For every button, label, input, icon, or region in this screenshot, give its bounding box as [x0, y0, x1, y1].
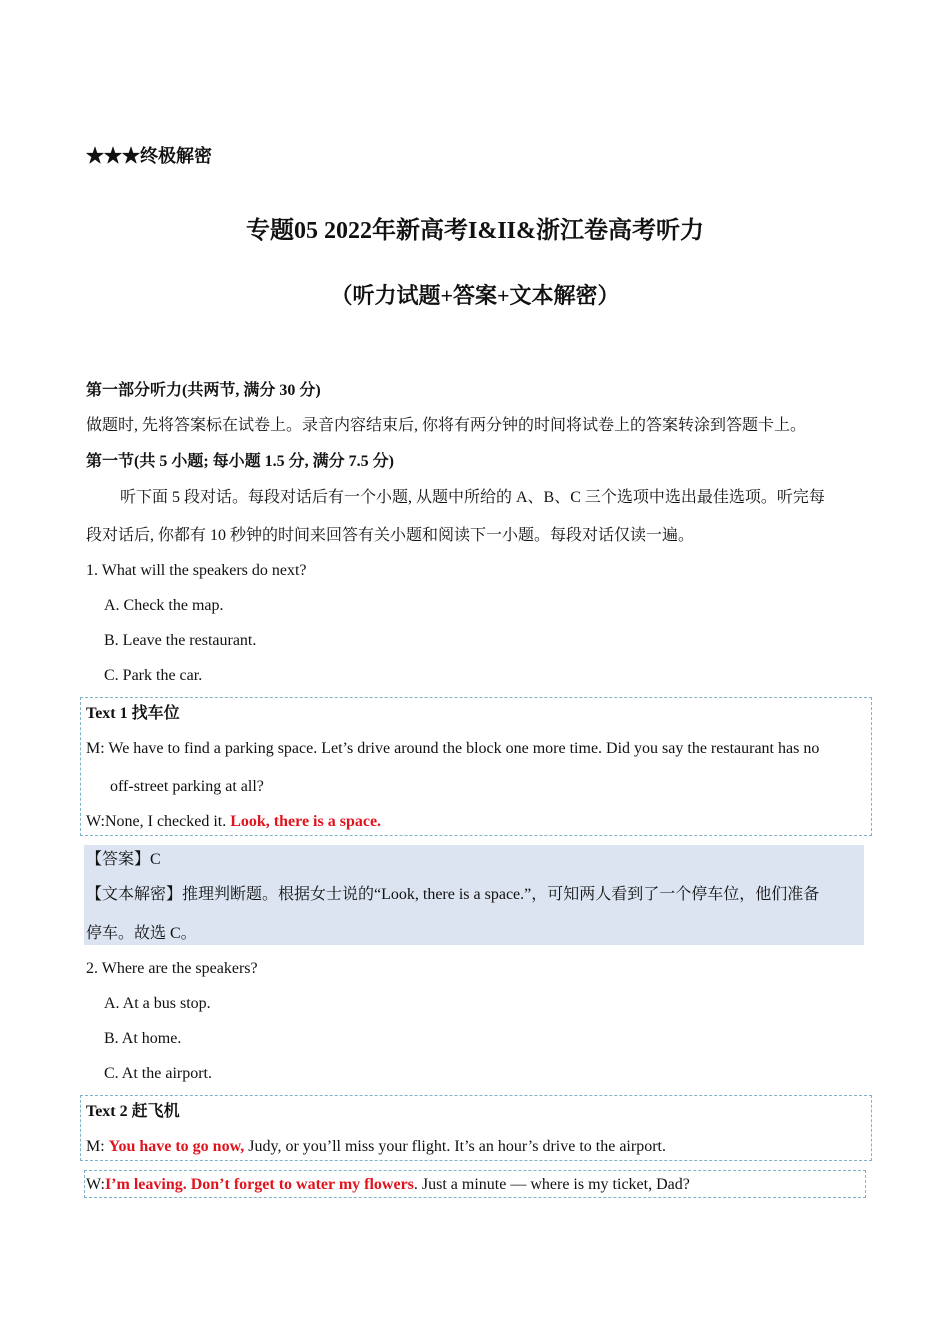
q2-option-b: B. At home.	[104, 1030, 182, 1047]
text2-w-highlight: I’m leaving. Don’t forget to water my flowers	[104, 1176, 414, 1193]
q1-option-b: B. Leave the restaurant.	[104, 632, 257, 649]
part1-instruction: 做题时, 先将答案标在试卷上。录音内容结束后, 你将有两分钟的时间将试卷上的答案转涂到答题卡上。	[86, 417, 807, 434]
section1-intro-line1: 听下面 5 段对话。每段对话后有一个小题, 从题中所给的 A、B、C 三个选项中选出最佳选项。听完每	[120, 489, 825, 506]
text1-w-prefix: W:None, I checked it.	[86, 813, 231, 830]
q1-option-a: A. Check the map.	[104, 597, 224, 614]
text2-m-rest: Judy, or you’ll miss your flight. It’s an hour’s drive to the airport.	[244, 1138, 666, 1155]
page-title: 专题05 2022年新高考I&II&浙江卷高考听力	[245, 218, 704, 244]
q1-analysis-line2: 停车。故选 C。	[86, 925, 197, 942]
text1-m-line2: off-street parking at all?	[110, 778, 264, 795]
text1-title: Text 1 找车位	[86, 705, 180, 722]
part1-heading: 第一部分听力(共两节, 满分 30 分)	[86, 382, 321, 399]
text1-w-line	[86, 812, 381, 832]
text2-w-line	[86, 1175, 690, 1195]
q2-option-c: C. At the airport.	[104, 1065, 212, 1082]
text2-title: Text 2 赶飞机	[86, 1103, 180, 1120]
text1-w-highlight: Look, there is a space.	[230, 813, 382, 830]
section1-heading: 第一节(共 5 小题; 每小题 1.5 分, 满分 7.5 分)	[86, 453, 394, 470]
text2-m-line	[86, 1137, 666, 1157]
section1-intro-line2: 段对话后, 你都有 10 秒钟的时间来回答有关小题和阅读下一小题。每段对话仅读一遍。	[86, 527, 695, 544]
q1-analysis-line1: 【文本解密】推理判断题。根据女士说的“Look, there is a space.”，可知两人看到了一个停车位，他们准备	[86, 886, 820, 903]
q1-option-c: C. Park the car.	[104, 667, 203, 684]
text2-w-prefix: W:	[86, 1176, 105, 1193]
question-1: 1. What will the speakers do next?	[86, 562, 307, 579]
text2-m-prefix: M:	[86, 1138, 109, 1155]
q2-option-a: A. At a bus stop.	[104, 995, 211, 1012]
page-subtitle: （听力试题+答案+文本解密）	[330, 283, 620, 308]
header-tag: ★★★终极解密	[86, 146, 212, 166]
q1-answer: 【答案】C	[86, 851, 161, 868]
text2-m-highlight: You have to go now,	[108, 1138, 245, 1155]
question-2: 2. Where are the speakers?	[86, 960, 258, 977]
text1-m-line1: M: We have to find a parking space. Let’s drive around the block one more time. Did you say the restaurant has no	[86, 740, 820, 757]
text2-w-rest: . Just a minute — where is my ticket, Dad?	[413, 1176, 690, 1193]
